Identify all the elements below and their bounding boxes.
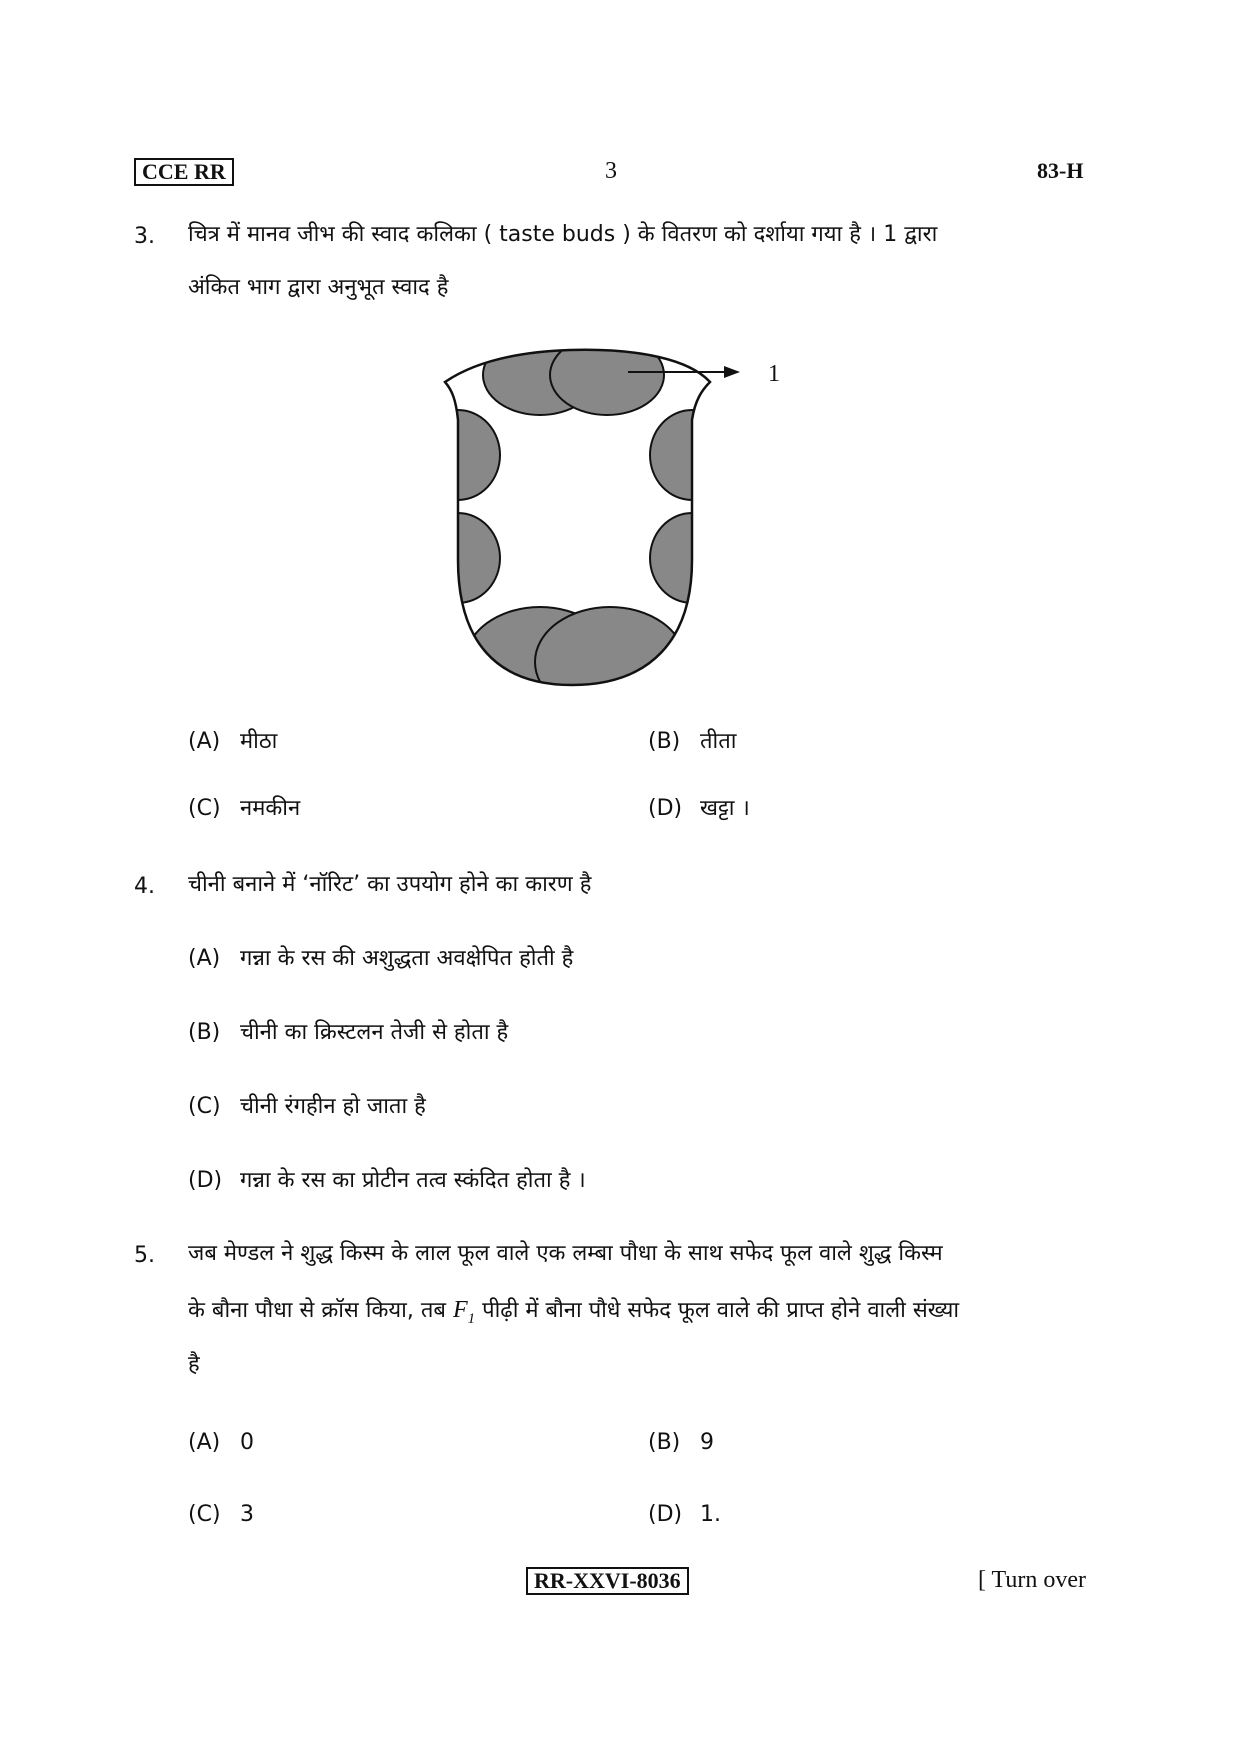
option-text: चीनी का क्रिस्टलन तेजी से होता है	[240, 1020, 509, 1045]
option-label: (D)	[188, 1168, 223, 1193]
option-text: मीठा	[240, 729, 278, 754]
tongue-taste-bud-diagram	[440, 340, 820, 700]
turn-over-note: [ Turn over	[978, 1567, 1087, 1593]
question-5-line-1: जब मेण्डल ने शुद्ध किस्म के लाल फूल वाले एक लम्बा पौधा के साथ सफेद फूल वाले शुद्ध किस्म	[188, 1241, 943, 1266]
subject-code: 83-H	[1037, 158, 1084, 183]
question-3-number: 3.	[134, 224, 155, 249]
option-text: 1.	[700, 1502, 721, 1527]
option-label: (A)	[188, 946, 221, 971]
option-4b[interactable]	[188, 1018, 508, 1048]
question-4-number: 4.	[134, 874, 155, 899]
option-text: 0	[240, 1430, 254, 1455]
option-3a[interactable]	[188, 727, 277, 757]
option-label: (B)	[648, 1430, 681, 1455]
option-label: (B)	[188, 1020, 221, 1045]
question-5-number: 5.	[134, 1243, 155, 1268]
paper-code-badge: CCE RR	[134, 158, 234, 186]
option-label: (B)	[648, 729, 681, 754]
option-text: 3	[240, 1502, 254, 1527]
question-5-line-2	[188, 1295, 959, 1334]
option-text: गन्ना के रस की अशुद्धता अवक्षेपित होती है	[240, 946, 574, 971]
question-4-line-1: चीनी बनाने में ‘नॉरिट’ का उपयोग होने का कारण है	[188, 872, 592, 897]
option-text: खट्टा ।	[700, 796, 750, 821]
f1-generation-symbol: $F_1$	[452, 1297, 476, 1327]
option-label: (C)	[188, 796, 221, 821]
option-5d[interactable]	[648, 1500, 721, 1530]
option-5a[interactable]	[188, 1428, 254, 1458]
option-text: नमकीन	[240, 796, 301, 821]
option-text: तीता	[700, 729, 737, 754]
option-text: चीनी रंगहीन हो जाता है	[240, 1094, 426, 1119]
question-5-line-3: है	[188, 1352, 200, 1377]
option-3c[interactable]	[188, 794, 300, 824]
option-text: गन्ना के रस का प्रोटीन तत्व स्कंदित होता है ।	[240, 1168, 586, 1193]
option-3b[interactable]	[648, 727, 736, 757]
question-5-line-2-start: के बौना पौधा से क्रॉस किया, तब	[188, 1298, 446, 1323]
taste-bud-regions	[440, 340, 734, 700]
question-3-line-2: अंकित भाग द्वारा अनुभूत स्वाद है	[188, 275, 449, 300]
option-label: (A)	[188, 1430, 221, 1455]
option-text: 9	[700, 1430, 714, 1455]
option-4d[interactable]	[188, 1166, 586, 1196]
pointer-label: 1	[768, 361, 780, 387]
option-label: (C)	[188, 1502, 221, 1527]
option-label: (A)	[188, 729, 221, 754]
option-label: (D)	[648, 796, 683, 821]
option-4a[interactable]	[188, 944, 573, 974]
option-3d[interactable]	[648, 794, 750, 824]
footer-code-badge: RR-XXVI-8036	[526, 1567, 689, 1595]
page-number: 3	[605, 158, 617, 184]
question-3-line-1: चित्र में मानव जीभ की स्वाद कलिका ( taste buds ) के वितरण को दर्शाया गया है । 1 द्वारा	[188, 222, 938, 247]
option-label: (C)	[188, 1094, 221, 1119]
question-5-line-2-end: पीढ़ी में बौना पौधे सफेद फूल वाले की प्राप्त होने वाली संख्या	[482, 1298, 960, 1323]
option-label: (D)	[648, 1502, 683, 1527]
option-4c[interactable]	[188, 1092, 426, 1122]
option-5b[interactable]	[648, 1428, 714, 1458]
option-5c[interactable]	[188, 1500, 254, 1530]
